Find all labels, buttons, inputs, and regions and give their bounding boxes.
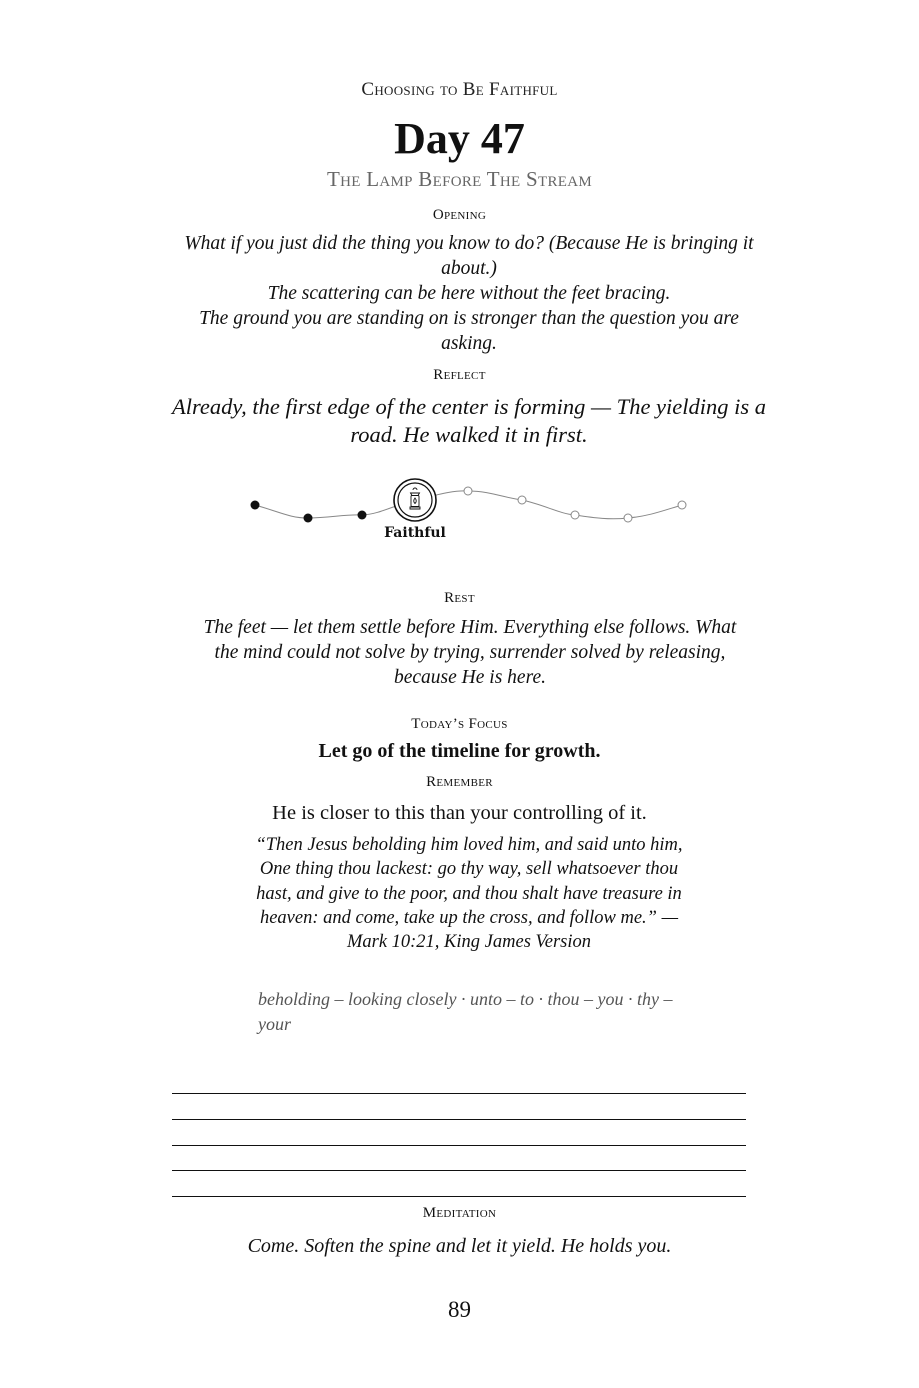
meditation-text: Come. Soften the spine and let it yield. He holds you. — [247, 1235, 672, 1257]
timeline-stop-9 — [678, 501, 686, 509]
reflect-label: Reflect — [433, 367, 486, 383]
rest-text: The feet — let them settle before Him. Everything else follows. What the mind could not solve by trying, surrender solved by releasing, because He is here. — [203, 617, 737, 688]
timeline-stop-1 — [251, 501, 260, 510]
timeline-stop-2 — [304, 514, 313, 523]
remember-text: He is closer to this than your controlling of it. — [272, 802, 647, 824]
journal-line-3 — [172, 1145, 746, 1146]
word-glossary: beholding – looking closely · unto – to · thou – you · thy – your — [258, 989, 673, 1034]
timeline-stop-3 — [358, 511, 367, 520]
progress-timeline — [0, 470, 919, 550]
verse-reference: Mark 10:21, King James Version — [346, 932, 592, 953]
journal-line-2 — [172, 1119, 746, 1120]
opening-text — [170, 231, 768, 356]
journal-line-1 — [172, 1093, 746, 1094]
timeline-stop-5 — [464, 487, 472, 495]
opening-line-2: The scattering can be here without the feet bracing. — [267, 283, 671, 304]
timeline-stop-7 — [571, 511, 579, 519]
journal-line-4 — [172, 1170, 746, 1171]
page-number: 89 — [448, 1297, 471, 1322]
scripture-verse — [255, 833, 683, 954]
focus-label: Today’s Focus — [411, 716, 508, 732]
timeline-stop-6 — [518, 496, 526, 504]
focus-text: Let go of the timeline for growth. — [318, 740, 601, 762]
rest-label: Rest — [444, 590, 475, 606]
day-title: Day 47 — [394, 114, 525, 163]
timeline-current-label: Faithful — [384, 525, 446, 541]
day-subtitle: The Lamp Before The Stream — [326, 167, 593, 191]
opening-line-3: The ground you are standing on is stronger than the question you are asking. — [199, 308, 739, 354]
journal-line-5 — [172, 1196, 746, 1197]
remember-label: Remember — [426, 774, 493, 790]
opening-line-1: What if you just did the thing you know to do? (Because He is bringing it about.) — [184, 233, 754, 279]
timeline-stop-8 — [624, 514, 632, 522]
meditation-label: Meditation — [422, 1205, 497, 1221]
opening-label: Opening — [432, 207, 487, 223]
timeline-stop-current — [394, 479, 436, 521]
series-title: Choosing to Be Faithful — [361, 79, 558, 100]
verse-text: “Then Jesus beholding him loved him, and said unto him, One thing thou lackest: go thy way, sell whatsoever thou hast, and give to the poor, and thou shalt have treasure in heaven: and come, take up the cross, and follow me.” — — [255, 835, 683, 928]
reflect-text: Already, the first edge of the center is forming — The yielding is a road. He walked it in first. — [171, 394, 767, 447]
